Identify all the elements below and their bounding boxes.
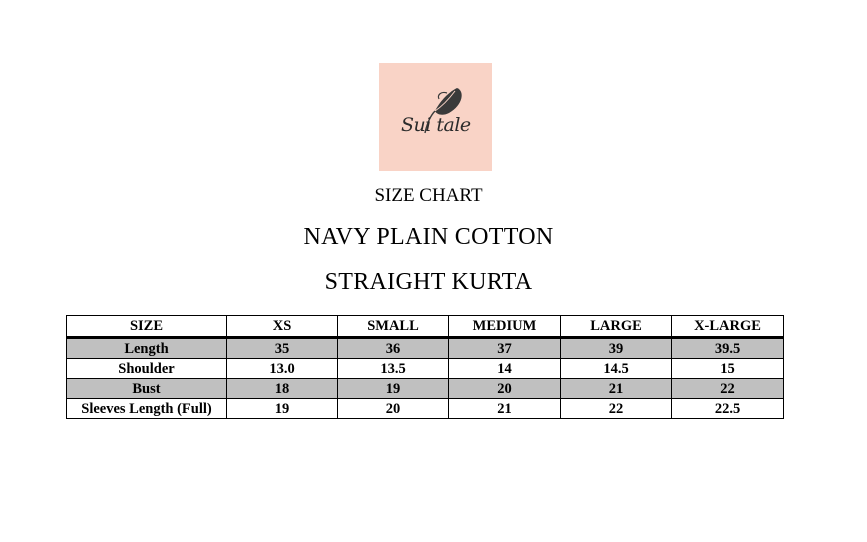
header-x-large: X-LARGE [672,316,784,338]
product-title-line1: NAVY PLAIN COTTON [303,224,554,250]
table-cell: 22.5 [672,399,784,419]
header-medium: MEDIUM [449,316,561,338]
table-cell: 13.5 [338,359,449,379]
table-cell: 35 [227,338,338,359]
row-label: Shoulder [67,359,227,379]
table-cell: 21 [561,379,672,399]
header-xs: XS [227,316,338,338]
table-cell: 22 [561,399,672,419]
table-cell: 15 [672,359,784,379]
table-cell: 18 [227,379,338,399]
table-cell: 39.5 [672,338,784,359]
brand-logo [379,63,492,171]
header-size: SIZE [67,316,227,338]
row-label: Bust [67,379,227,399]
table-cell: 14 [449,359,561,379]
table-row-length [67,338,784,359]
table-cell: 36 [338,338,449,359]
size-table [66,315,784,419]
table-cell: 39 [561,338,672,359]
row-label: Sleeves Length (Full) [67,399,227,419]
table-cell: 21 [449,399,561,419]
table-cell: 20 [338,399,449,419]
table-cell: 22 [672,379,784,399]
table-cell: 19 [338,379,449,399]
brand-name: Sui tale [401,114,471,136]
product-title-line2: STRAIGHT KURTA [324,269,533,295]
table-row-shoulder [67,359,784,379]
row-label: Length [67,338,227,359]
table-cell: 20 [449,379,561,399]
table-header-row [67,316,784,338]
table-cell: 19 [227,399,338,419]
size-chart-label: SIZE CHART [374,185,483,206]
table-cell: 13.0 [227,359,338,379]
table-row-sleeves-length [67,399,784,419]
header-large: LARGE [561,316,672,338]
table-cell: 37 [449,338,561,359]
table-cell: 14.5 [561,359,672,379]
header-small: SMALL [338,316,449,338]
table-row-bust [67,379,784,399]
